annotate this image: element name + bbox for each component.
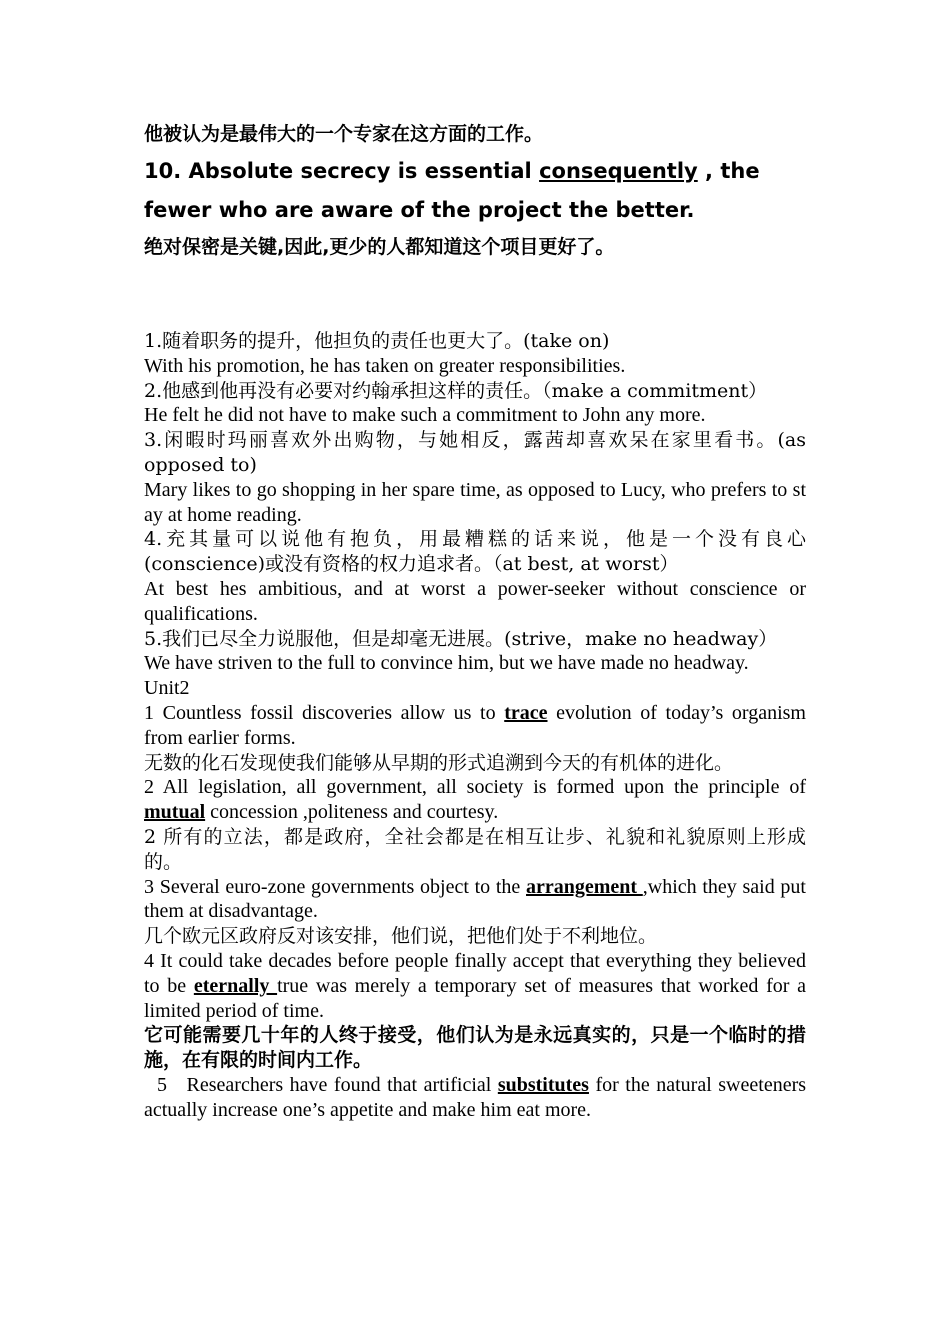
keyword-consequently: consequently [539, 159, 698, 183]
unit2-translation-1: 无数的化石发现使我们能够从早期的形式追溯到今天的有机体的进化。 [144, 751, 734, 774]
keyword-eternally: eternally [193, 974, 278, 997]
unit2-sentence-1 [144, 701, 806, 751]
keyword-arrangement: arrangement [526, 875, 643, 898]
sentence-text: 2 All legislation, all government, all society is formed upon the principle of [144, 776, 806, 799]
sentence-text: evolution of today’s organism from earlier forms. [144, 701, 806, 749]
sentence-text: 3 Several euro-zone governments object to the [144, 875, 527, 898]
sentence-10 [144, 152, 806, 230]
phrase-exercises [144, 329, 806, 676]
unit2-sentences [144, 701, 806, 1123]
sentence-text: for the natural sweeteners actually increase one’s appetite and make him eat more. [144, 1073, 807, 1121]
keyword-substitutes: substitutes [497, 1073, 589, 1096]
phrase-answer-4: At best hes ambitious, and at worst a power-seeker without conscience or qualifications. [144, 577, 806, 625]
sentence-text: 5 Researchers have found that artificial [144, 1073, 498, 1096]
spacer [144, 261, 806, 329]
phrase-answer-1: With his promotion, he has taken on greater responsibilities. [144, 354, 626, 377]
phrase-question-2: 2.他感到他再没有必要对约翰承担这样的责任。（make a commitment） [144, 379, 768, 402]
sentence-text: 1 Countless fossil discoveries allow us to [144, 701, 505, 724]
unit2-sentence-4 [144, 949, 806, 1023]
unit2-translation-4: 它可能需要几十年的人终于接受，他们认为是永远真实的，只是一个临时的措施，在有限的时间内工作。 [144, 1024, 806, 1072]
document-page [144, 120, 806, 1123]
unit-title: Unit2 [144, 677, 190, 700]
chinese-translation-line: 他被认为是最伟大的一个专家在这方面的工作。 [144, 123, 544, 145]
unit2-sentence-2 [144, 775, 806, 825]
sentence-text: ,which they said put them at disadvantage. [144, 875, 806, 923]
unit2-sentence-3 [144, 875, 806, 925]
sentence-text: 4 It could take decades before people finally accept that everything they believed to be [144, 949, 806, 997]
phrase-answer-2: He felt he did not have to make such a commitment to John any more. [144, 404, 706, 427]
sentence-10-translation: 绝对保密是关键,因此,更少的人都知道这个项目更好了。 [144, 236, 615, 258]
unit2-translation-2: 2 所有的立法，都是政府，全社会都是在相互让步、礼貌和礼貌原则上形成的。 [144, 825, 806, 873]
sentence-text: concession ,politeness and courtesy. [205, 801, 499, 824]
sentence-10-suffix: , the fewer who are aware of the project the better. [144, 159, 760, 222]
unit2-sentence-5 [144, 1073, 806, 1123]
unit2-translation-3: 几个欧元区政府反对该安排，他们说，把他们处于不利地位。 [144, 925, 658, 948]
phrase-question-3: 3.闲暇时玛丽喜欢外出购物，与她相反，露茜却喜欢呆在家里看书。(as opposed to) [144, 429, 806, 476]
keyword-trace: trace [504, 701, 548, 724]
sentence-10-prefix: 10. Absolute secrecy is essential [144, 159, 540, 183]
phrase-question-5: 5.我们已尽全力说服他，但是却毫无进展。(strive，make no headway） [144, 627, 778, 650]
sentence-text: true was merely a temporary set of measures that worked for a limited period of time. [144, 974, 807, 1022]
phrase-answer-5: We have striven to the full to convince him, but we have made no headway. [144, 652, 749, 675]
phrase-answer-3: Mary likes to go shopping in her spare time, as opposed to Lucy, who prefers to stay at home reading. [144, 478, 806, 526]
phrase-question-1: 1.随着职务的提升，他担负的责任也更大了。(take on) [144, 330, 610, 352]
phrase-question-4: 4.充其量可以说他有抱负，用最糟糕的话来说，他是一个没有良心(conscience)或没有资格的权力追求者。（at best, at worst） [144, 528, 806, 576]
keyword-mutual: mutual [144, 801, 206, 824]
